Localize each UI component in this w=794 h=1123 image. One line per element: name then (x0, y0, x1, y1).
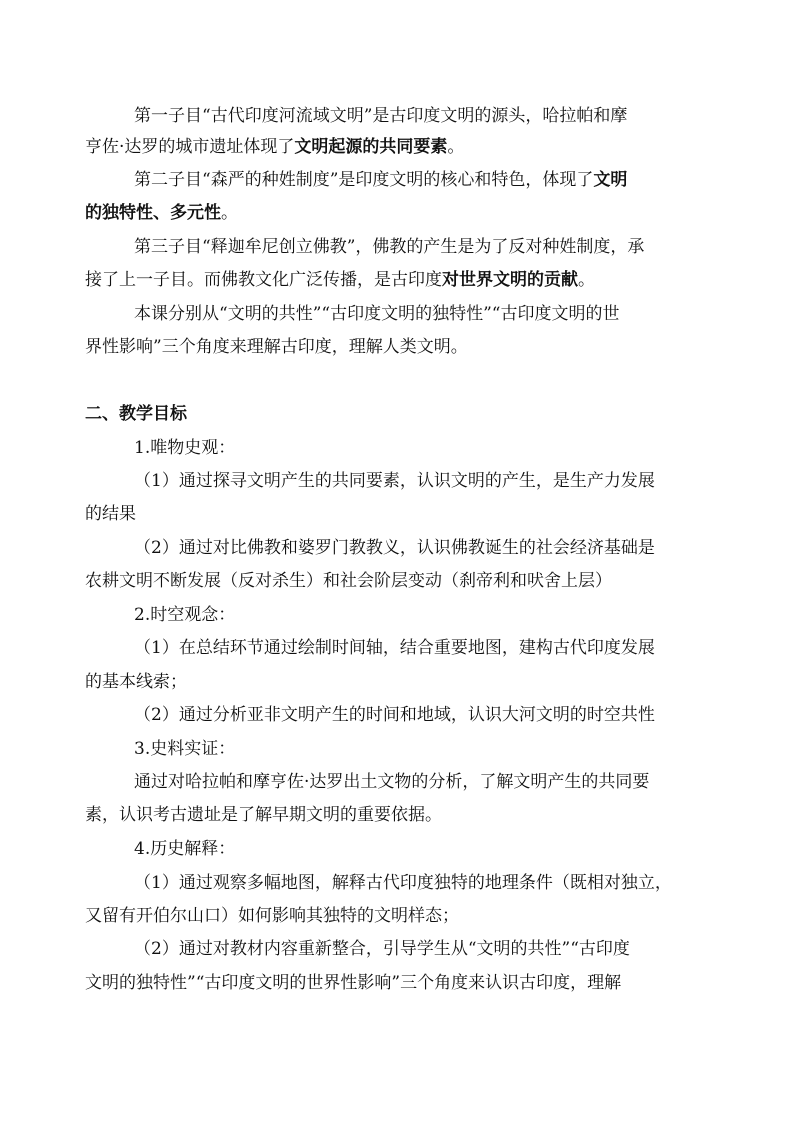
item4-sub1-line2: 又留有开伯尔山口）如何影响其独特的文明样态； (85, 906, 459, 926)
intro-p1-line2 (85, 139, 464, 156)
intro-p2-emphasis-a: 文明 (593, 170, 628, 190)
item3-text-line2: 素，认识考古遗址是了解早期文明的重要依据。 (85, 805, 442, 825)
item1-sub2-line1: （2）通过对比佛教和婆罗门教教义，认识佛教诞生的社会经济基础是 (134, 538, 655, 558)
intro-p4-line2: 界性影响”三个角度来理解古印度，理解人类文明。 (85, 337, 468, 357)
item2-sub1-line1: （1）在总结环节通过绘制时间轴，结合重要地图，建构古代印度发展 (134, 638, 655, 658)
item2-sub1-line2: 的基本线索； (85, 672, 187, 692)
intro-p3-emphasis: 对世界文明的贡献 (442, 270, 578, 290)
item2-title: 2.时空观念： (134, 605, 236, 625)
section-heading-teaching-goals: 二、教学目标 (85, 404, 187, 424)
intro-p2-emphasis-b: 的独特性、多元性 (85, 203, 221, 223)
item4-sub1-line1: （1）通过观察多幅地图，解释古代印度独特的地理条件（既相对独立， (134, 873, 672, 893)
intro-p1-line1: 第一子目“古代印度河流域文明”是古印度文明的源头，哈拉帕和摩 (134, 106, 628, 126)
item4-sub2-line1: （2）通过对教材内容重新整合，引导学生从“文明的共性”“古印度 (134, 939, 630, 959)
intro-p1-end: 。 (447, 137, 465, 157)
intro-p3-end: 。 (578, 270, 595, 290)
intro-p1-emphasis: 文明起源的共同要素 (294, 137, 448, 157)
item2-sub2: （2）通过分析亚非文明产生的时间和地域，认识大河文明的时空共性 (134, 705, 655, 725)
intro-p2-line2 (85, 205, 238, 222)
item1-sub2-line2: 农耕文明不断发展（反对杀生）和社会阶层变动（刹帝利和吠舍上层） (85, 571, 612, 591)
item4-sub2-line2: 文明的独特性”“古印度文明的世界性影响”三个角度来认识古印度，理解 (85, 973, 622, 993)
intro-p2-end: 。 (221, 203, 238, 223)
intro-p3-line1: 第三子目“释迦牟尼创立佛教”，佛教的产生是为了反对种姓制度，承 (134, 237, 645, 257)
intro-p4-line1: 本课分别从“文明的共性”“古印度文明的独特性”“古印度文明的世 (134, 304, 620, 324)
item3-title: 3.史料实证： (134, 739, 236, 759)
item4-title: 4.历史解释： (134, 839, 236, 859)
intro-p3-text: 接了上一子目。而佛教文化广泛传播，是古印度 (85, 270, 442, 290)
intro-p3-line2 (85, 272, 595, 289)
intro-p2-line1 (134, 172, 627, 189)
item1-sub1-line2: 的结果 (85, 504, 136, 524)
intro-p1-text: 亨佐·达罗的城市遗址体现了 (85, 137, 295, 157)
intro-p2-text: 第二子目“森严的种姓制度”是印度文明的核心和特色，体现了 (134, 170, 594, 190)
item3-text-line1: 通过对哈拉帕和摩亨佐·达罗出土文物的分析，了解文明产生的共同要 (134, 772, 650, 792)
item1-sub1-line1: （1）通过探寻文明产生的共同要素，认识文明的产生，是生产力发展 (134, 471, 655, 491)
item1-title: 1.唯物史观： (134, 438, 236, 458)
